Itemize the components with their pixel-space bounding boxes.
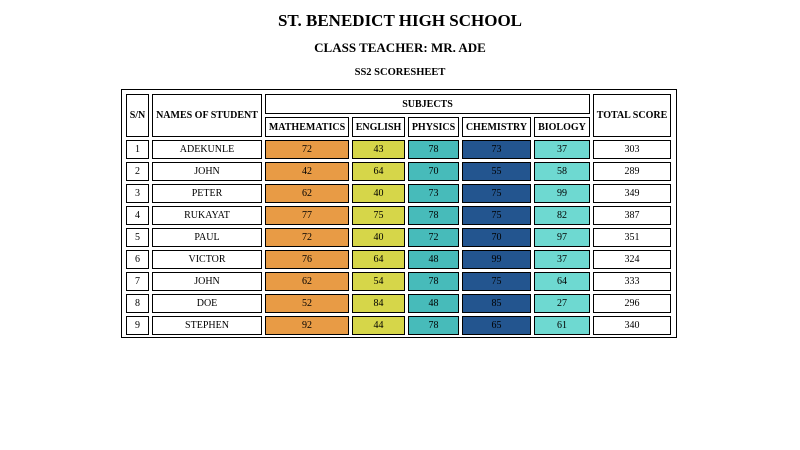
chemistry-score-cell: 85 [462, 294, 531, 313]
physics-score-cell: 72 [408, 228, 459, 247]
table-row [126, 140, 671, 159]
subject-header-english: ENGLISH [352, 117, 405, 137]
physics-score-cell: 78 [408, 272, 459, 291]
physics-score-cell: 70 [408, 162, 459, 181]
sn-cell: 5 [126, 228, 149, 247]
mathematics-score-cell: 62 [265, 184, 349, 203]
table-row [126, 316, 671, 335]
student-name-cell: VICTOR [152, 250, 262, 269]
table-header-row [126, 94, 671, 114]
total-score-cell: 296 [593, 294, 671, 313]
total-score-cell: 349 [593, 184, 671, 203]
subject-header-physics: PHYSICS [408, 117, 459, 137]
school-name: ST. BENEDICT HIGH SCHOOL [277, 11, 523, 30]
sn-cell: 8 [126, 294, 149, 313]
total-score-cell: 333 [593, 272, 671, 291]
biology-score-cell: 37 [534, 250, 590, 269]
student-name-header: NAMES OF STUDENT [152, 94, 262, 137]
chemistry-score-cell: 75 [462, 272, 531, 291]
chemistry-score-cell: 65 [462, 316, 531, 335]
english-score-cell: 40 [352, 228, 405, 247]
sn-cell: 3 [126, 184, 149, 203]
sn-cell: 7 [126, 272, 149, 291]
student-name-cell: RUKAYAT [152, 206, 262, 225]
total-score-cell: 324 [593, 250, 671, 269]
sn-cell: 1 [126, 140, 149, 159]
chemistry-score-cell: 75 [462, 184, 531, 203]
biology-score-cell: 97 [534, 228, 590, 247]
student-name-cell: ADEKUNLE [152, 140, 262, 159]
mathematics-score-cell: 72 [265, 228, 349, 247]
class-teacher: CLASS TEACHER: MR. ADE [314, 40, 486, 55]
chemistry-score-cell: 70 [462, 228, 531, 247]
biology-score-cell: 82 [534, 206, 590, 225]
student-name-cell: DOE [152, 294, 262, 313]
mathematics-score-cell: 76 [265, 250, 349, 269]
english-score-cell: 64 [352, 162, 405, 181]
sn-cell: 6 [126, 250, 149, 269]
physics-score-cell: 48 [408, 250, 459, 269]
mathematics-score-cell: 72 [265, 140, 349, 159]
sn-cell: 4 [126, 206, 149, 225]
biology-score-cell: 64 [534, 272, 590, 291]
table-row [126, 272, 671, 291]
total-score-cell: 340 [593, 316, 671, 335]
biology-score-cell: 58 [534, 162, 590, 181]
chemistry-score-cell: 75 [462, 206, 531, 225]
english-score-cell: 75 [352, 206, 405, 225]
subject-header-chemistry: CHEMISTRY [462, 117, 531, 137]
chemistry-score-cell: 55 [462, 162, 531, 181]
english-score-cell: 40 [352, 184, 405, 203]
score-table [126, 94, 671, 335]
english-score-cell: 43 [352, 140, 405, 159]
table-row [126, 206, 671, 225]
table-row [126, 228, 671, 247]
sheet-title: SS2 SCORESHEET [354, 67, 446, 78]
chemistry-score-cell: 73 [462, 140, 531, 159]
student-name-cell: JOHN [152, 162, 262, 181]
student-name-cell: STEPHEN [152, 316, 262, 335]
sn-cell: 9 [126, 316, 149, 335]
table-row [126, 162, 671, 181]
english-score-cell: 84 [352, 294, 405, 313]
sn-cell: 2 [126, 162, 149, 181]
mathematics-score-cell: 52 [265, 294, 349, 313]
physics-score-cell: 48 [408, 294, 459, 313]
biology-score-cell: 61 [534, 316, 590, 335]
student-name-cell: PETER [152, 184, 262, 203]
sn-header: S/N [126, 94, 149, 137]
table-row [126, 184, 671, 203]
subject-header-mathematics: MATHEMATICS [265, 117, 349, 137]
student-name-cell: PAUL [152, 228, 262, 247]
english-score-cell: 64 [352, 250, 405, 269]
physics-score-cell: 78 [408, 140, 459, 159]
total-score-header: TOTAL SCORE [593, 94, 671, 137]
mathematics-score-cell: 42 [265, 162, 349, 181]
physics-score-cell: 78 [408, 206, 459, 225]
physics-score-cell: 78 [408, 316, 459, 335]
mathematics-score-cell: 77 [265, 206, 349, 225]
total-score-cell: 303 [593, 140, 671, 159]
biology-score-cell: 27 [534, 294, 590, 313]
table-row [126, 294, 671, 313]
total-score-cell: 289 [593, 162, 671, 181]
biology-score-cell: 37 [534, 140, 590, 159]
mathematics-score-cell: 62 [265, 272, 349, 291]
subjects-header: SUBJECTS [265, 94, 590, 114]
mathematics-score-cell: 92 [265, 316, 349, 335]
chemistry-score-cell: 99 [462, 250, 531, 269]
subject-header-biology: BIOLOGY [534, 117, 590, 137]
english-score-cell: 44 [352, 316, 405, 335]
physics-score-cell: 73 [408, 184, 459, 203]
english-score-cell: 54 [352, 272, 405, 291]
total-score-cell: 351 [593, 228, 671, 247]
table-row [126, 250, 671, 269]
scoresheet-frame [121, 89, 677, 338]
student-name-cell: JOHN [152, 272, 262, 291]
total-score-cell: 387 [593, 206, 671, 225]
biology-score-cell: 99 [534, 184, 590, 203]
